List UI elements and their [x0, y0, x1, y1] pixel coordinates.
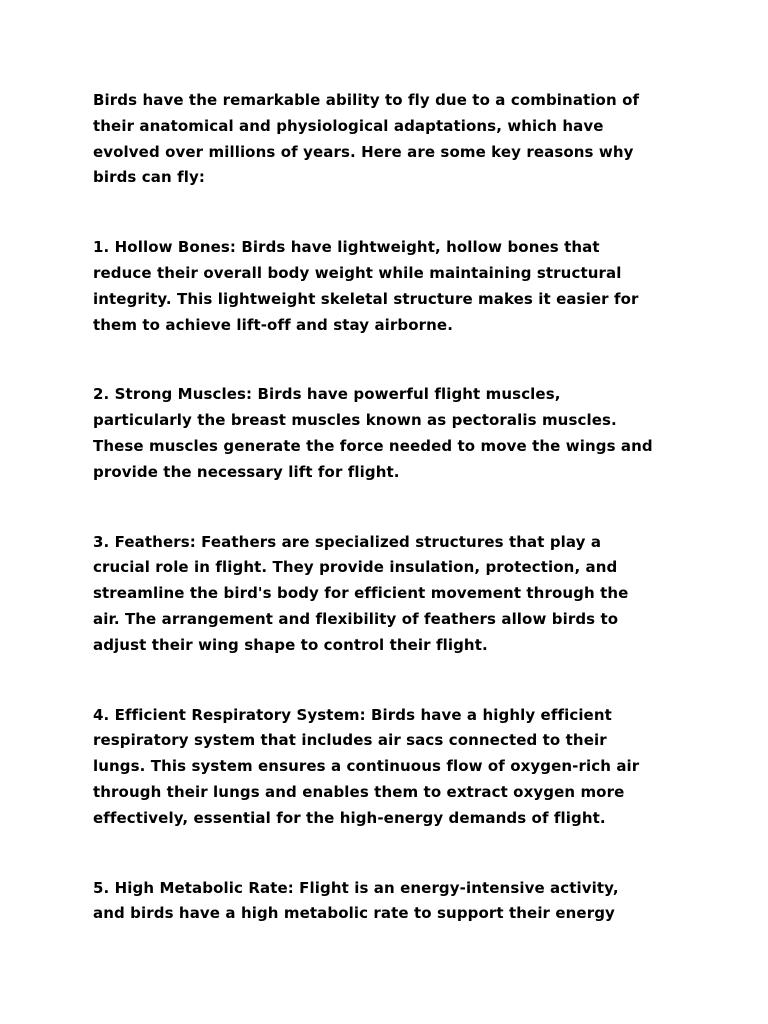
point-line: streamline the bird's body for efficient movement through the	[93, 584, 629, 603]
paragraph-gap	[93, 832, 683, 876]
point-line: lungs. This system ensures a continuous flow of oxygen-rich air	[93, 757, 640, 776]
intro-line: evolved over millions of years. Here are some key reasons why	[93, 142, 634, 161]
point-line: 4. Efficient Respiratory System: Birds have a highly efficient	[93, 705, 612, 724]
intro-paragraph	[93, 88, 683, 191]
point-line: through their lungs and enables them to extract oxygen more	[93, 782, 625, 801]
intro-line: birds can fly:	[93, 168, 205, 187]
point-line: particularly the breast muscles known as pectoralis muscles.	[93, 411, 617, 430]
point-line: integrity. This lightweight skeletal structure makes it easier for	[93, 289, 639, 308]
point-paragraph-hollow-bones	[93, 235, 683, 338]
point-paragraph-strong-muscles	[93, 382, 683, 485]
point-paragraph-feathers	[93, 530, 683, 659]
point-line: 1. Hollow Bones: Birds have lightweight, hollow bones that	[93, 238, 600, 257]
point-line: effectively, essential for the high-energy demands of flight.	[93, 808, 606, 827]
point-line: provide the necessary lift for flight.	[93, 462, 400, 481]
point-line: and birds have a high metabolic rate to support their energy	[93, 904, 615, 923]
paragraph-gap	[93, 486, 683, 530]
point-paragraph-metabolic-rate	[93, 876, 683, 928]
point-line: 2. Strong Muscles: Birds have powerful flight muscles,	[93, 385, 561, 404]
point-line: respiratory system that includes air sacs connected to their	[93, 731, 607, 750]
point-line: them to achieve lift-off and stay airborne.	[93, 315, 454, 334]
point-line: These muscles generate the force needed to move the wings and	[93, 436, 653, 455]
point-line: 5. High Metabolic Rate: Flight is an energy-intensive activity,	[93, 878, 619, 897]
paragraph-gap	[93, 191, 683, 235]
point-line: reduce their overall body weight while maintaining structural	[93, 263, 622, 282]
intro-line: their anatomical and physiological adaptations, which have	[93, 116, 604, 135]
point-line: air. The arrangement and flexibility of feathers allow birds to	[93, 609, 619, 628]
document-page	[93, 88, 683, 927]
paragraph-gap	[93, 338, 683, 382]
point-line: crucial role in flight. They provide insulation, protection, and	[93, 558, 618, 577]
point-line: adjust their wing shape to control their flight.	[93, 635, 488, 654]
paragraph-gap	[93, 659, 683, 703]
point-line: 3. Feathers: Feathers are specialized structures that play a	[93, 532, 602, 551]
point-paragraph-respiratory	[93, 703, 683, 832]
intro-line: Birds have the remarkable ability to fly due to a combination of	[93, 91, 640, 109]
